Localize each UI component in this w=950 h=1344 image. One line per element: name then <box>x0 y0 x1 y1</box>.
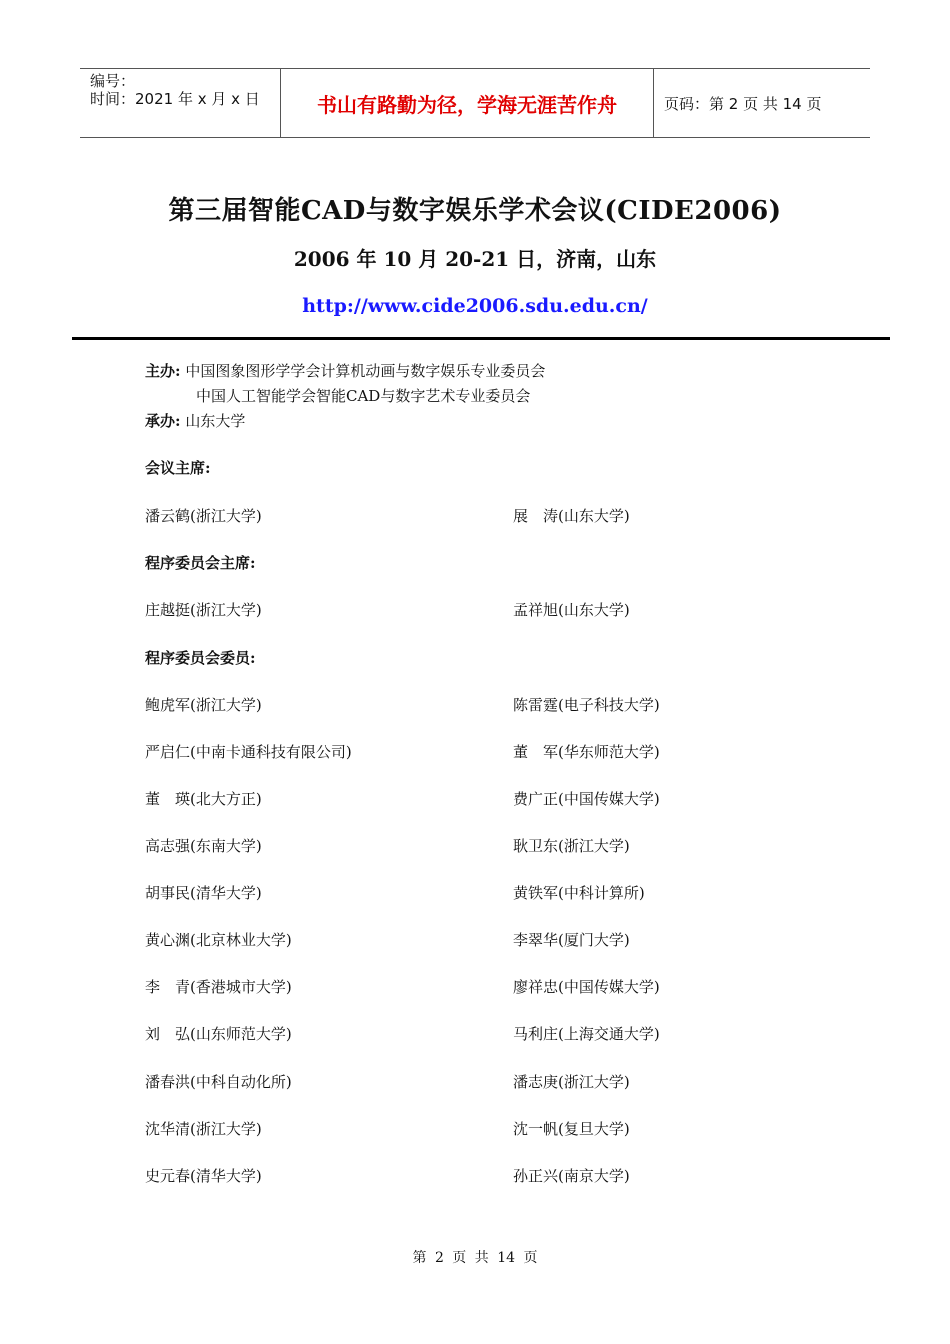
member-left: 鲍虎军(浙江大学) <box>145 696 262 714</box>
member-right: 黄铁军(中科计算所) <box>513 884 645 902</box>
pc-members-heading: 程序委员会委员: <box>145 649 256 667</box>
member-right: 李翠华(厦门大学) <box>513 931 630 949</box>
member-right: 陈雷霆(电子科技大学) <box>513 696 660 714</box>
host-line-1 <box>145 360 545 381</box>
conference-url-link[interactable]: http://www.cide2006.sdu.edu.cn/ <box>302 295 648 317</box>
page-title: 第三届智能CAD与数字娱乐学术会议(CIDE2006) <box>168 196 782 226</box>
member-left: 黄心渊(北京林业大学) <box>145 931 292 949</box>
member-right: 沈一帆(复旦大学) <box>513 1120 630 1138</box>
member-left: 胡事民(清华大学) <box>145 884 262 902</box>
page-footer: 第 2 页 共 14 页 <box>412 1250 538 1266</box>
member-right: 廖祥忠(中国传媒大学) <box>513 978 660 996</box>
host-label: 主办: <box>145 362 181 380</box>
member-right: 孙正兴(南京大学) <box>513 1167 630 1185</box>
member-right: 马利庄(上海交通大学) <box>513 1025 660 1043</box>
doc-time-label: 时间：2021 年 x 月 x 日 <box>90 90 260 108</box>
member-left: 严启仁(中南卡通科技有限公司) <box>145 743 352 761</box>
conference-date-place: 2006 年 10 月 20-21 日，济南，山东 <box>293 247 657 271</box>
chair-right: 展 涛(山东大学) <box>513 507 630 525</box>
header-page-info: 页码：第 2 页 共 14 页 <box>664 94 822 113</box>
header-motto: 书山有路勤为径，学海无涯苦作舟 <box>280 69 654 137</box>
member-left: 史元春(清华大学) <box>145 1167 262 1185</box>
member-left: 高志强(东南大学) <box>145 837 262 855</box>
doc-number-label: 编号： <box>90 72 136 90</box>
member-left: 刘 弘(山东师范大学) <box>145 1025 292 1043</box>
chairs-heading: 会议主席: <box>145 459 211 477</box>
chair-left: 潘云鹤(浙江大学) <box>145 507 262 525</box>
member-left: 潘春洪(中科自动化所) <box>145 1073 292 1091</box>
member-right: 费广正(中国传媒大学) <box>513 790 660 808</box>
pc-chair-right: 孟祥旭(山东大学) <box>513 601 630 619</box>
host-org-2: 中国人工智能学会智能CAD与数字艺术专业委员会 <box>196 387 531 405</box>
member-right: 董 军(华东师范大学) <box>513 743 660 761</box>
pc-chairs-heading: 程序委员会主席: <box>145 554 256 572</box>
member-left: 李 青(香港城市大学) <box>145 978 292 996</box>
member-left: 董 瑛(北大方正) <box>145 790 262 808</box>
page-header <box>80 68 870 138</box>
member-left: 沈华清(浙江大学) <box>145 1120 262 1138</box>
host-org-1: 中国图象图形学学会计算机动画与数字娱乐专业委员会 <box>185 362 546 380</box>
undertake-label: 承办: <box>145 412 181 430</box>
host-line-2 <box>196 385 530 406</box>
header-meta <box>80 69 280 137</box>
pc-chair-left: 庄越挺(浙江大学) <box>145 601 262 619</box>
undertake-org: 山东大学 <box>185 412 246 430</box>
undertake-line <box>145 410 245 431</box>
title-divider <box>72 337 890 340</box>
member-right: 潘志庚(浙江大学) <box>513 1073 630 1091</box>
member-right: 耿卫东(浙江大学) <box>513 837 630 855</box>
